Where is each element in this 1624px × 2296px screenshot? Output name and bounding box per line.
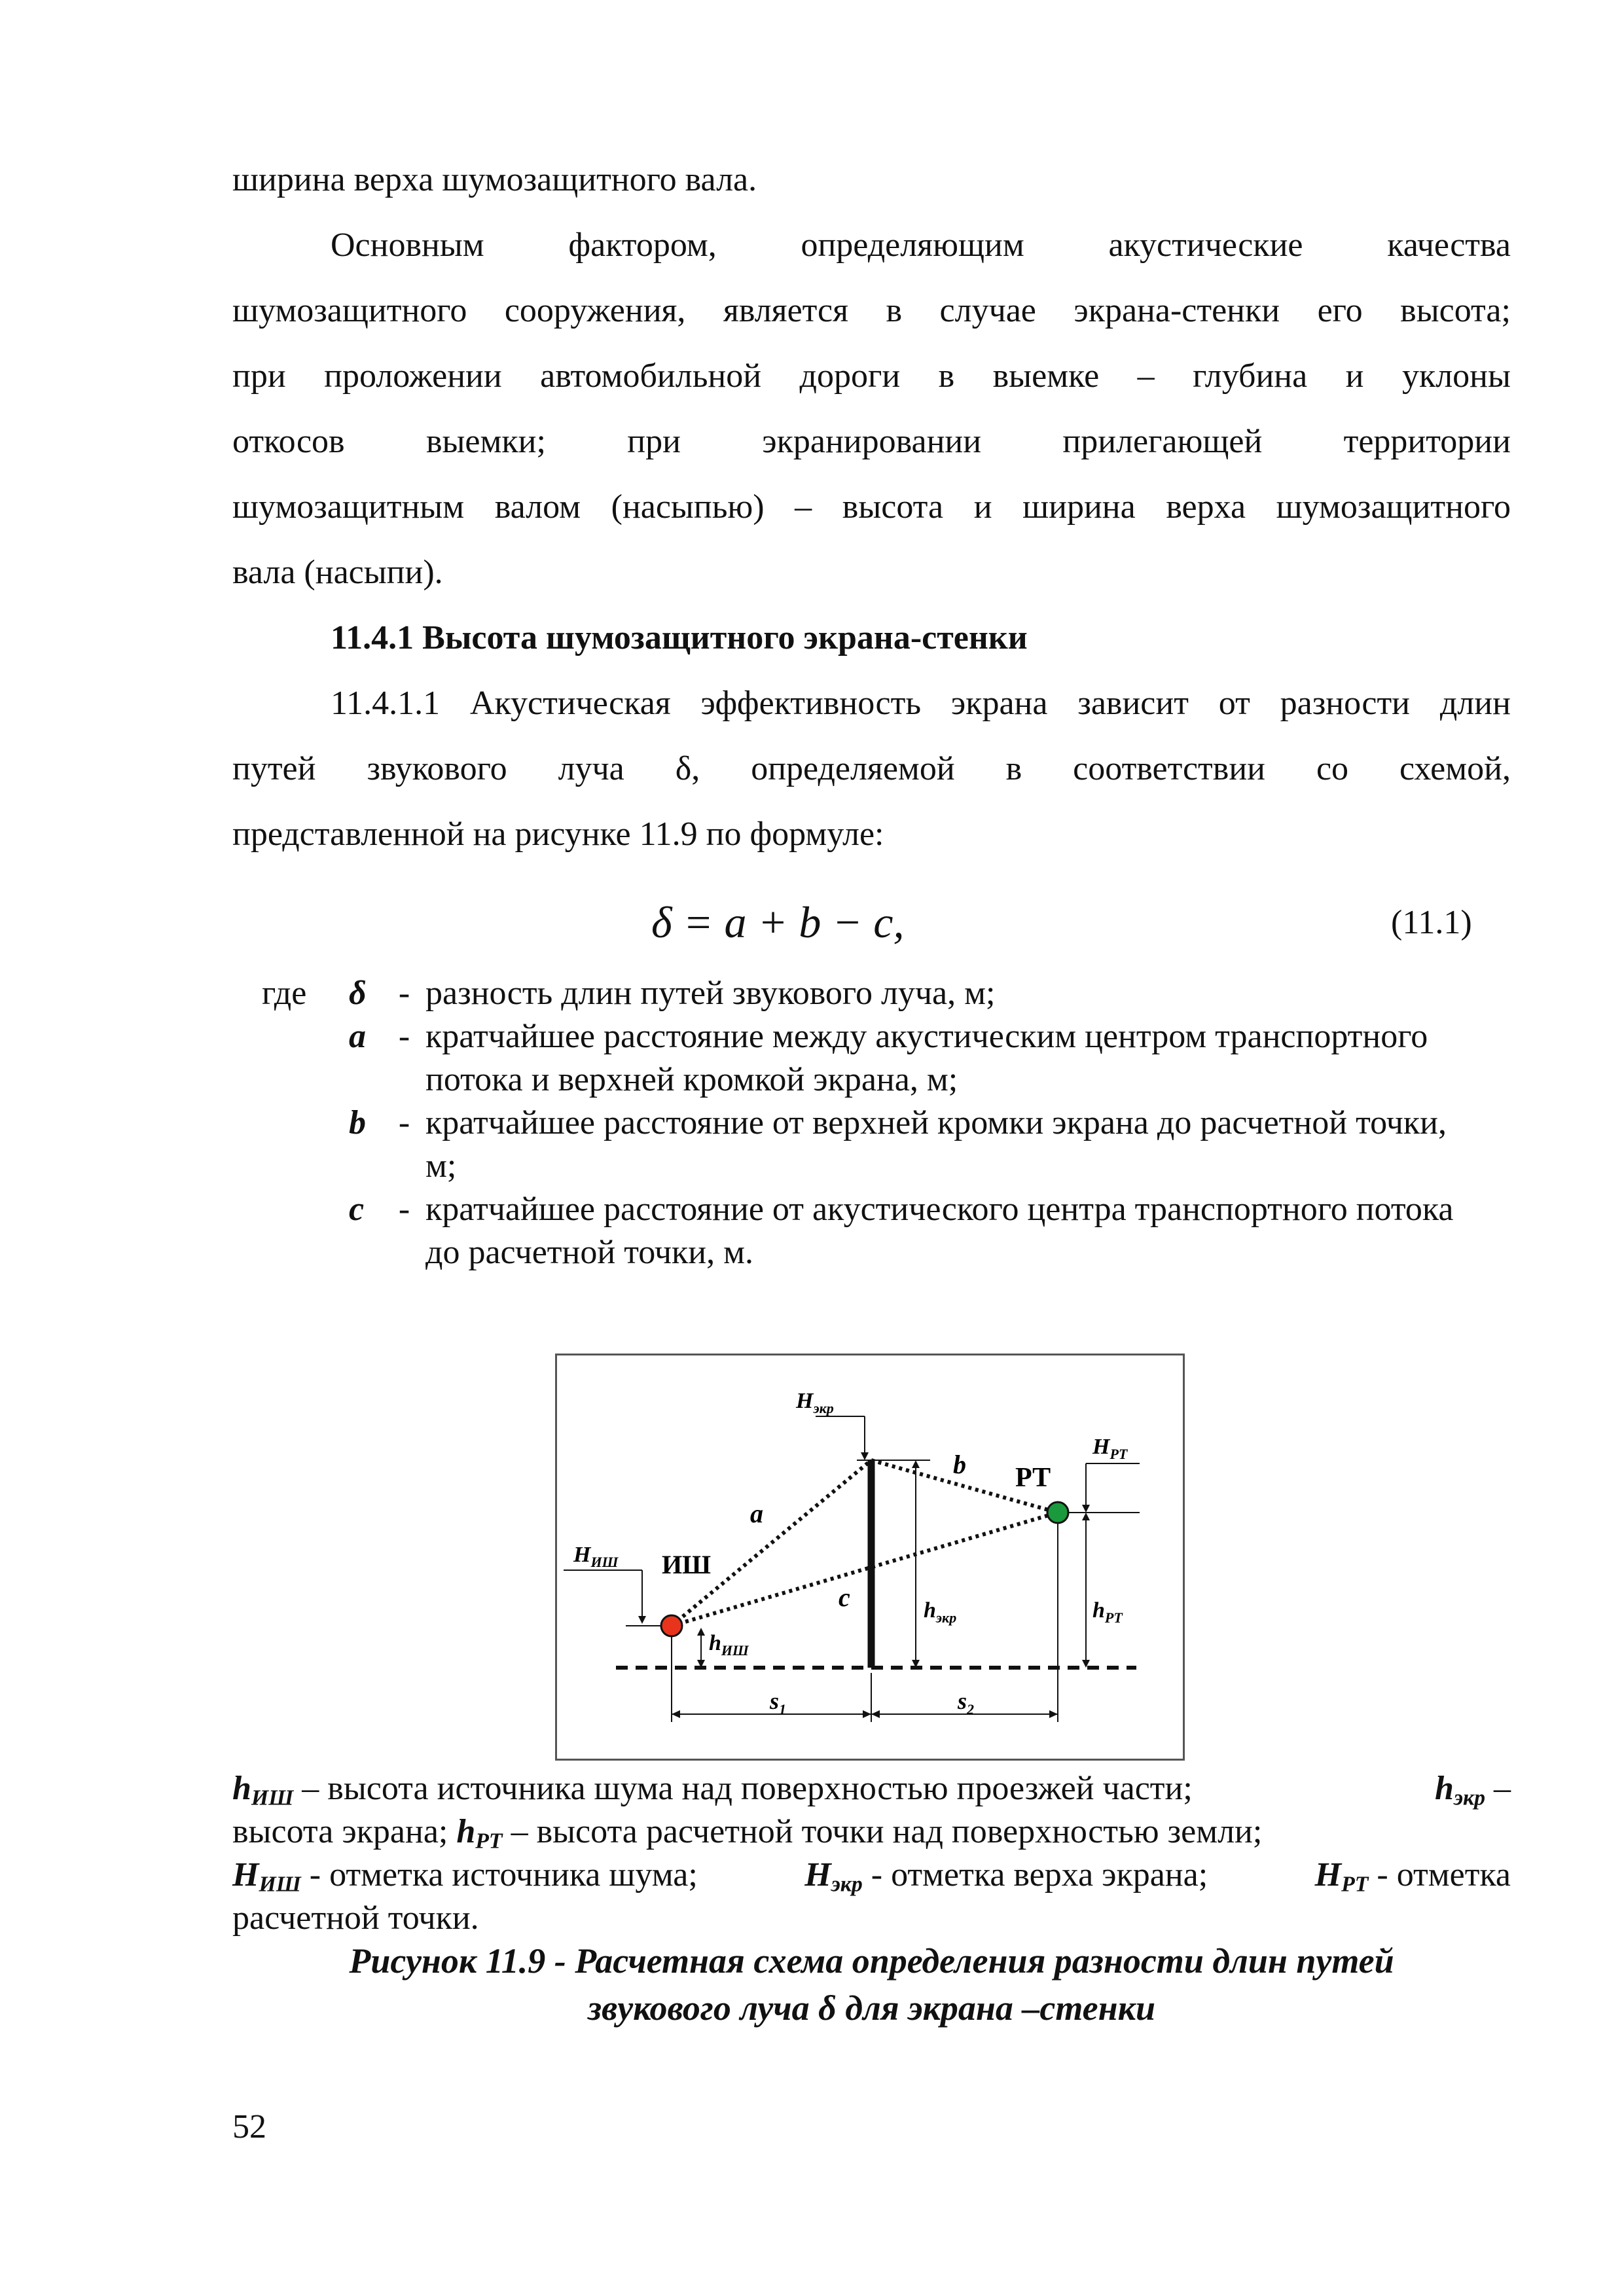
label-c: c [839, 1583, 850, 1612]
word: его [1317, 292, 1363, 329]
word: разности [1280, 685, 1411, 722]
noise-screen-scheme [557, 1355, 1183, 1759]
legend-symbol: h [232, 1770, 251, 1807]
definition-item [331, 972, 1486, 1015]
ray-c [672, 1513, 1058, 1626]
legend-subscript: РТ [1341, 1872, 1369, 1897]
legend-subscript: ИШ [251, 1785, 294, 1810]
word: – [1137, 357, 1155, 395]
definition-text: кратчайшее расстояние от акустического центра транспортного потока до расчетной точки, м. [425, 1191, 1454, 1271]
legend-text: - отметка [1368, 1856, 1511, 1893]
word: эффективность [700, 685, 922, 722]
word: схемой, [1399, 750, 1511, 787]
word: проложении [324, 357, 502, 395]
word: качества [1387, 226, 1511, 264]
arrow-icon [1082, 1505, 1090, 1513]
word: δ, [675, 750, 700, 787]
definition-dash: - [398, 975, 410, 1012]
word: территории [1343, 423, 1511, 460]
legend-symbol: H [1314, 1856, 1342, 1893]
word: при [232, 357, 286, 395]
word: шумозащитным [232, 488, 465, 526]
legend-subscript: экр [1453, 1785, 1485, 1810]
word: определяющим [801, 226, 1024, 264]
label-h-PT: $h_{РТ}$ [1092, 1598, 1123, 1626]
figure-caption: звукового луча δ для экрана –стенки [588, 1988, 1155, 2028]
label-h-ekr: $h_{экр}$ [924, 1598, 957, 1626]
arrow-icon [1082, 1513, 1090, 1520]
word: в [938, 357, 955, 395]
label-a: a [750, 1499, 763, 1528]
word: шумозащитного [232, 292, 467, 329]
word: выемки; [425, 423, 546, 460]
arrow-icon [863, 1710, 871, 1718]
text-line-justified [232, 746, 1511, 792]
definition-symbol: c [349, 1191, 365, 1228]
arrow-icon [912, 1460, 920, 1468]
arrow-icon [1049, 1710, 1058, 1718]
where-label: где [262, 975, 307, 1012]
label-h-ISh: $h_{ИШ}$ [709, 1631, 749, 1659]
word: случае [939, 292, 1036, 329]
text-line-justified [232, 288, 1511, 334]
definition-dash: - [398, 1104, 410, 1141]
word: в [1005, 750, 1022, 787]
word: экрана [950, 685, 1048, 722]
definition-item [331, 1102, 1486, 1188]
text-line: ширина верха шумозащитного вала. [232, 161, 757, 198]
word: – [795, 488, 812, 526]
text-line-justified [331, 681, 1511, 726]
text-line-justified [232, 419, 1511, 465]
word: звукового [367, 750, 507, 787]
noise-source-point [661, 1615, 682, 1636]
text-line-justified [232, 484, 1511, 530]
legend-subscript: экр [831, 1872, 863, 1897]
legend-text: – высота источника шума над поверхностью проезжей части; [293, 1770, 1193, 1807]
definition-symbol: a [349, 1018, 366, 1055]
word: зависит [1077, 685, 1189, 722]
legend-text: высота экрана; [232, 1813, 457, 1850]
legend-symbol: h [456, 1813, 476, 1850]
word: высота; [1400, 292, 1511, 329]
label-PT: РТ [1015, 1463, 1051, 1493]
legend-subscript: ИШ [259, 1872, 301, 1897]
arrow-icon [638, 1616, 646, 1624]
word: путей [232, 750, 316, 787]
word: ширина [1022, 488, 1136, 526]
legend-subscript: РТ [475, 1829, 503, 1854]
word: высота [842, 488, 944, 526]
word: экрана-стенки [1074, 292, 1280, 329]
text-line: вала (насыпи). [232, 554, 443, 591]
arrow-icon [672, 1710, 680, 1718]
text-line-justified [232, 353, 1511, 399]
word: шумозащитного [1276, 488, 1511, 526]
page-number: 52 [232, 2108, 266, 2145]
text-line-justified [331, 223, 1511, 268]
receiver-point [1047, 1502, 1068, 1523]
word: 11.4.1.1 [331, 685, 441, 722]
definition-item [331, 1015, 1486, 1102]
definition-text: кратчайшее расстояние между акустическим центром транспортного потока и верхней кромкой экрана, м; [425, 1018, 1428, 1098]
word: уклоны [1401, 357, 1511, 395]
word: определяемой [751, 750, 955, 787]
arrow-icon [871, 1710, 880, 1718]
arrow-icon [861, 1452, 869, 1460]
word: Акустическая [469, 685, 671, 722]
definition-dash: - [398, 1018, 410, 1055]
definition-dash: - [398, 1191, 410, 1228]
word: автомобильной [540, 357, 762, 395]
word: и [1345, 357, 1364, 395]
label-s1: $s_1$ [770, 1688, 787, 1717]
figure-diagram [555, 1354, 1185, 1761]
label-s2: $s_2$ [958, 1688, 975, 1717]
word: в [886, 292, 903, 329]
definition-symbol: δ [349, 975, 367, 1012]
word: длин [1439, 685, 1511, 722]
figure-caption: Рисунок 11.9 - Расчетная схема определения разности длин путей [349, 1941, 1394, 1981]
word: и [973, 488, 992, 526]
label-H-PT: $H_{РТ}$ [1092, 1435, 1128, 1462]
word: (насыпью) [611, 488, 765, 526]
text-line: представленной на рисунке 11.9 по формуле: [232, 816, 884, 853]
legend-symbol: h [1435, 1770, 1454, 1807]
legend-text: - отметка верха экрана; [862, 1856, 1208, 1893]
word: фактором, [568, 226, 717, 264]
word: от [1218, 685, 1250, 722]
word: валом [494, 488, 581, 526]
label-H-ISh: $H_{ИШ}$ [573, 1543, 619, 1570]
word: акустические [1108, 226, 1303, 264]
word: глубина [1193, 357, 1308, 395]
figure-legend-line: расчетной точки. [232, 1899, 479, 1937]
word: соответствии [1073, 750, 1265, 787]
legend-text: – [1485, 1770, 1511, 1807]
word: прилегающей [1062, 423, 1263, 460]
label-H-ekr: $H_{экр}$ [796, 1389, 834, 1416]
word: экранировании [762, 423, 982, 460]
word: Основным [331, 226, 484, 264]
word: откосов [232, 423, 345, 460]
label-ISh: ИШ [662, 1550, 712, 1579]
word: является [723, 292, 849, 329]
word: дороги [799, 357, 901, 395]
formula-expression: δ = a + b − c, [651, 897, 905, 947]
word: со [1316, 750, 1349, 787]
word: выемке [992, 357, 1100, 395]
definition-text: разность длин путей звукового луча, м; [425, 975, 996, 1012]
definition-text: кратчайшее расстояние от верхней кромки экрана до расчетной точки, м; [425, 1104, 1447, 1185]
label-b: b [953, 1450, 966, 1479]
legend-text: - отметка источника шума; [300, 1856, 698, 1893]
arrow-icon [697, 1628, 705, 1636]
word: сооружения, [504, 292, 686, 329]
formula-number: (11.1) [1391, 904, 1472, 941]
definition-symbol: b [349, 1104, 366, 1141]
definition-item [331, 1188, 1486, 1274]
legend-symbol: H [232, 1856, 259, 1893]
legend-symbol: H [804, 1856, 831, 1893]
word: луча [558, 750, 624, 787]
section-heading: 11.4.1 Высота шумозащитного экрана-стенки [331, 619, 1028, 656]
word: верха [1166, 488, 1246, 526]
legend-text: – высота расчетной точки над поверхностью земли; [502, 1813, 1263, 1850]
definitions-list [331, 972, 1486, 1274]
word: при [627, 423, 681, 460]
